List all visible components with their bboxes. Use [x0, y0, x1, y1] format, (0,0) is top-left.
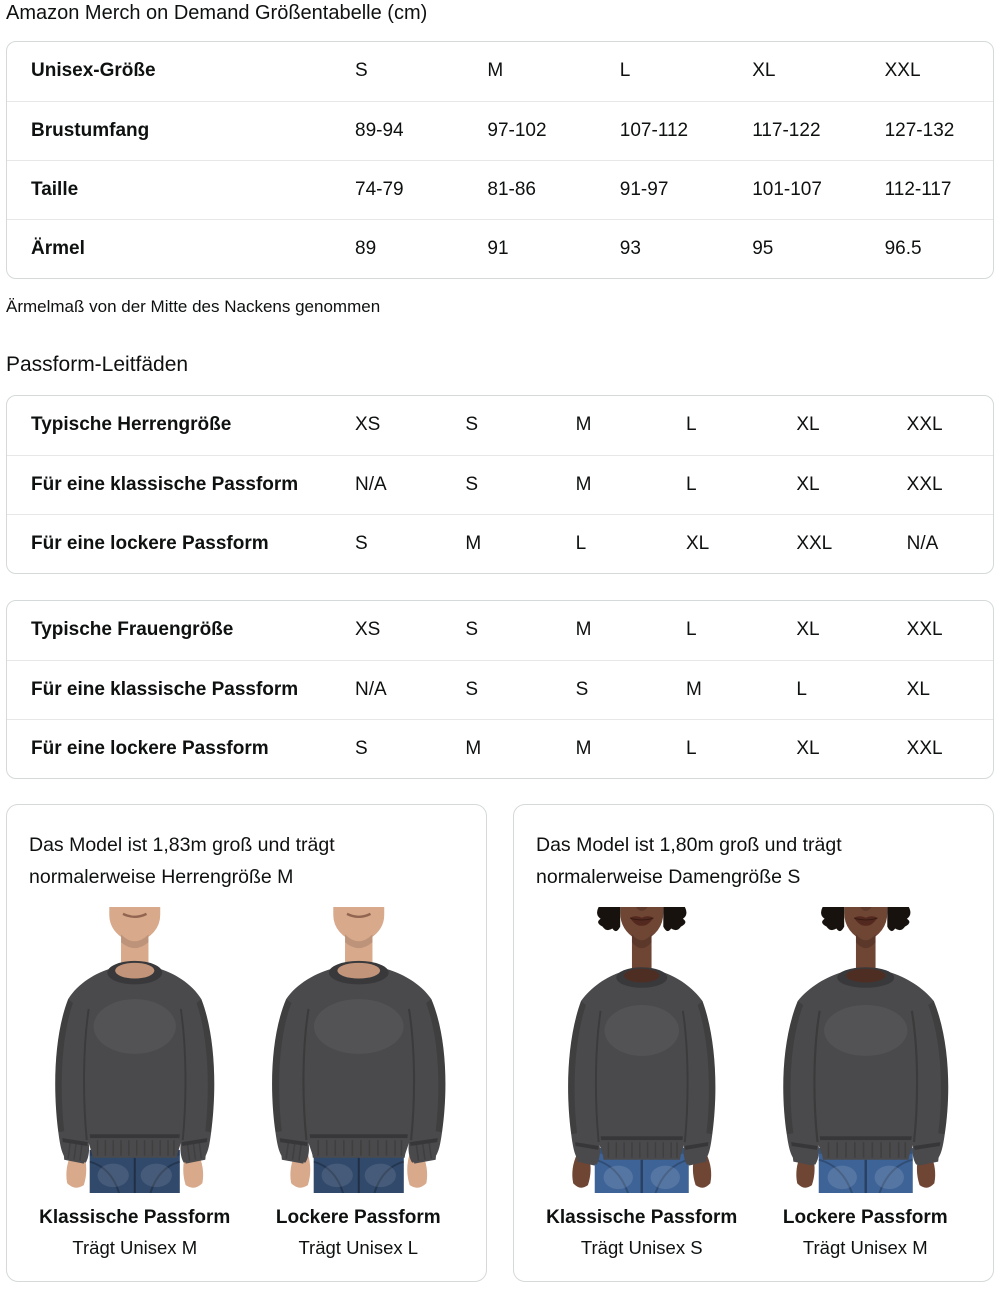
cell: 89-94	[355, 119, 404, 141]
table-row	[7, 42, 993, 101]
womens-model-description: Das Model ist 1,80m groß und trägt normalerweise Damengröße S	[536, 834, 842, 888]
table-row	[7, 219, 993, 278]
womens-model-card	[513, 804, 994, 1282]
mens-loose-fit-figure	[251, 907, 467, 1259]
cell: XXL	[884, 60, 921, 82]
cell: XXL	[906, 414, 943, 436]
cell: 107-112	[619, 119, 689, 141]
cell: S	[465, 619, 479, 641]
cell: XS	[355, 414, 381, 436]
row-label: Für eine lockere Passform	[31, 737, 269, 759]
cell: 91	[487, 237, 509, 259]
fit-label: Lockere Passform	[275, 1207, 441, 1229]
table-row	[7, 514, 993, 573]
fit-guides-heading: Passform-Leitfäden	[6, 353, 189, 376]
cell: L	[619, 60, 631, 82]
cell: M	[575, 473, 592, 495]
cell: M	[686, 678, 702, 700]
row-label: Brustumfang	[31, 119, 150, 141]
cell: S	[355, 737, 368, 759]
table-row	[7, 601, 993, 660]
cell: XL	[796, 414, 820, 436]
size-label: Trägt Unisex M	[72, 1237, 198, 1259]
row-label: Taille	[31, 178, 79, 200]
cell: XS	[355, 619, 381, 641]
fit-label: Klassische Passform	[39, 1207, 231, 1229]
womens-classic-fit-figure	[534, 907, 750, 1259]
cell: XL	[686, 532, 710, 554]
cell: M	[575, 619, 592, 641]
cell: XL	[752, 60, 776, 82]
cell: S	[465, 473, 479, 495]
table-row	[7, 455, 993, 514]
row-label: Unisex-Größe	[31, 60, 156, 82]
cell: XXL	[906, 473, 943, 495]
cell: XL	[796, 473, 820, 495]
cell: 97-102	[487, 119, 547, 141]
cell: 91-97	[619, 178, 669, 200]
fit-label: Lockere Passform	[782, 1207, 948, 1229]
cell: 93	[619, 237, 641, 259]
cell: L	[686, 619, 697, 641]
cell: L	[686, 473, 697, 495]
size-label: Trägt Unisex L	[298, 1237, 419, 1259]
cell: N/A	[355, 473, 387, 495]
table-row	[7, 660, 993, 719]
cell: M	[487, 60, 504, 82]
table-row	[7, 719, 993, 778]
womens-figures	[534, 907, 973, 1259]
unisex-size-table	[6, 41, 994, 279]
mens-model-description: Das Model ist 1,83m groß und trägt normalerweise Herrengröße M	[29, 834, 335, 888]
cell: XL	[796, 737, 820, 759]
cell: S	[575, 678, 589, 700]
cell: XL	[796, 619, 820, 641]
male-model-classic-fit-photo	[27, 907, 243, 1193]
cell: 74-79	[355, 178, 404, 200]
cell: 81-86	[487, 178, 536, 200]
mens-classic-fit-figure	[27, 907, 243, 1259]
cell: S	[465, 678, 479, 700]
women-fit-table	[6, 600, 994, 779]
cell: 89	[355, 237, 377, 259]
cell: 127-132	[884, 119, 955, 141]
cell: S	[465, 414, 479, 436]
row-label: Für eine klassische Passform	[31, 678, 299, 700]
mens-model-card	[6, 804, 487, 1282]
mens-figures	[27, 907, 466, 1259]
cell: L	[796, 678, 807, 700]
female-model-classic-fit-photo	[534, 907, 750, 1193]
page-title: Amazon Merch on Demand Größentabelle (cm)	[6, 2, 428, 24]
men-fit-table	[6, 395, 994, 574]
size-label: Trägt Unisex M	[802, 1237, 928, 1259]
fit-label: Klassische Passform	[546, 1207, 738, 1229]
cell: M	[465, 532, 482, 554]
row-label: Für eine klassische Passform	[31, 473, 299, 495]
cell: N/A	[355, 678, 387, 700]
cell: XXL	[906, 737, 943, 759]
cell: 112-117	[884, 178, 952, 200]
cell: N/A	[906, 532, 939, 554]
row-label: Typische Frauengröße	[31, 619, 234, 641]
cell: S	[355, 60, 368, 82]
sleeve-measure-note: Ärmelmaß von der Mitte des Nackens genommen	[6, 297, 381, 316]
cell: L	[686, 414, 697, 436]
womens-loose-fit-figure	[758, 907, 974, 1259]
row-label: Ärmel	[31, 237, 85, 259]
cell: M	[465, 737, 482, 759]
table-row	[7, 160, 993, 219]
row-label: Typische Herrengröße	[31, 414, 232, 436]
cell: L	[575, 532, 587, 554]
cell: M	[575, 414, 592, 436]
size-label: Trägt Unisex S	[580, 1237, 703, 1259]
cell: S	[355, 532, 368, 554]
cell: XXL	[796, 532, 833, 554]
cell: XL	[906, 678, 930, 700]
male-model-loose-fit-photo	[251, 907, 467, 1193]
cell: 95	[752, 237, 774, 259]
cell: 96.5	[884, 237, 922, 259]
table-row	[7, 101, 993, 160]
table-row	[7, 396, 993, 455]
female-model-loose-fit-photo	[758, 907, 974, 1193]
cell: M	[575, 737, 592, 759]
cell: XXL	[906, 619, 943, 641]
model-cards	[6, 804, 994, 1282]
cell: 117-122	[752, 119, 821, 141]
cell: L	[686, 737, 697, 759]
row-label: Für eine lockere Passform	[31, 532, 269, 554]
cell: 101-107	[752, 178, 822, 200]
